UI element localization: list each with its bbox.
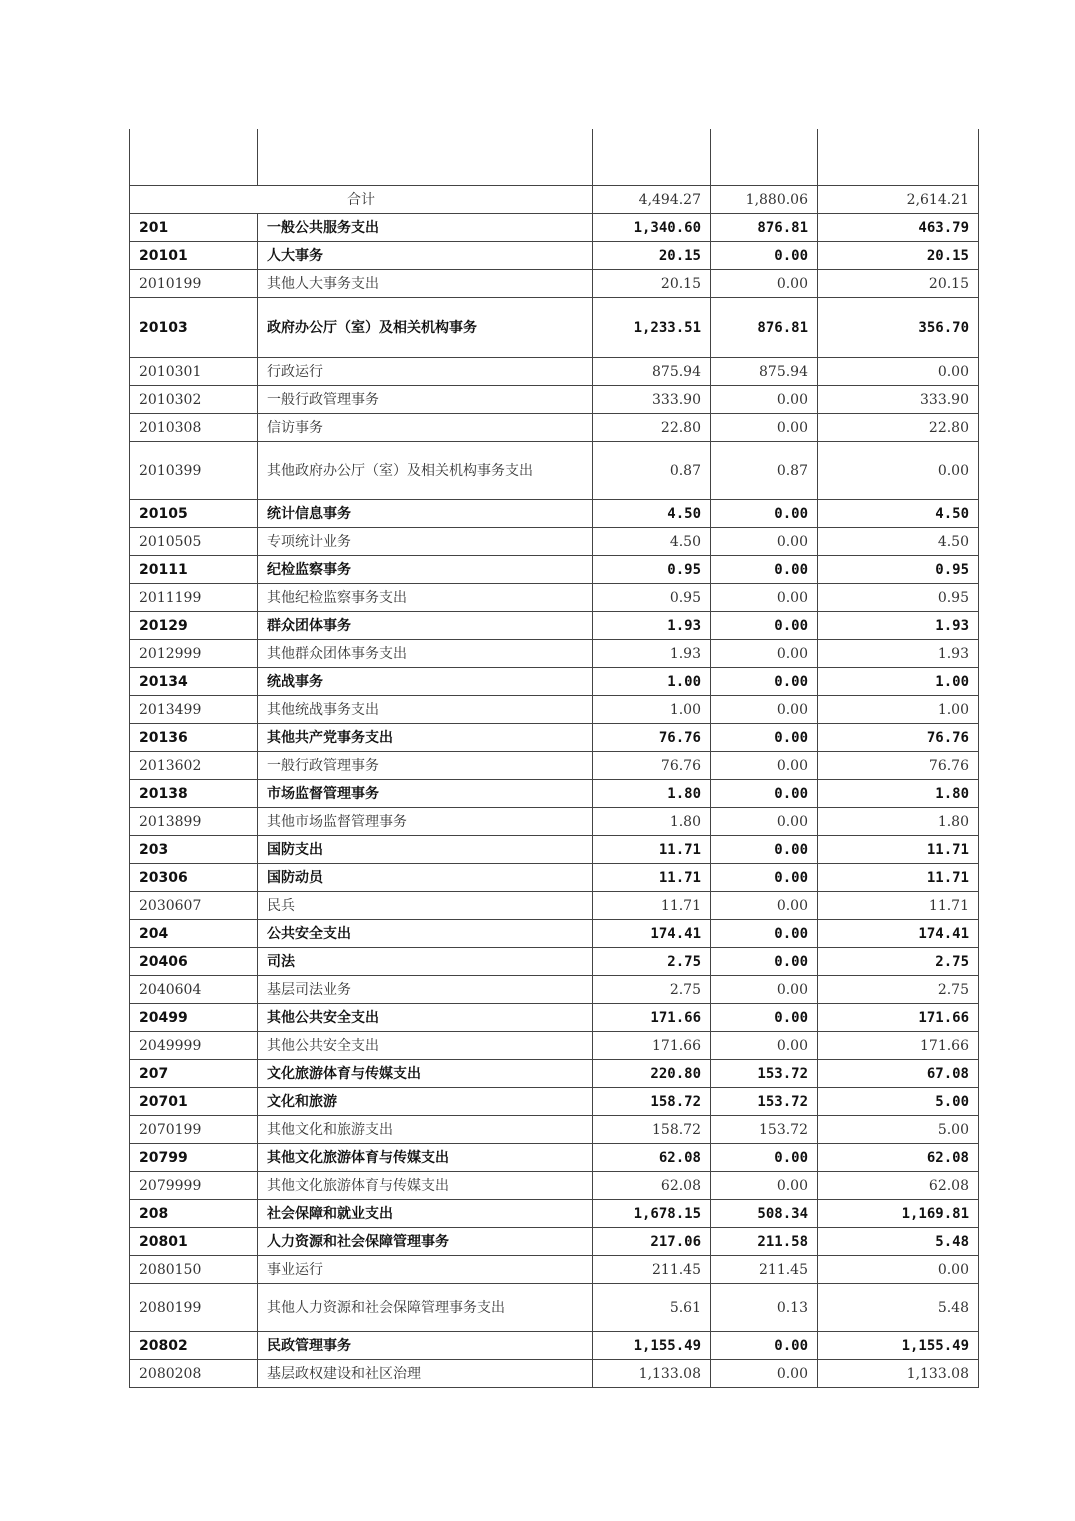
amount-total-cell: 875.94 xyxy=(593,358,711,386)
amount-project-cell: 5.00 xyxy=(818,1088,979,1116)
table-body xyxy=(130,129,979,1388)
amount-project-cell: 1.93 xyxy=(818,612,979,640)
amount-total-cell: 1.93 xyxy=(593,640,711,668)
amount-total-cell: 11.71 xyxy=(593,836,711,864)
table-row xyxy=(130,270,979,298)
table-row xyxy=(130,584,979,612)
code-cell: 20801 xyxy=(130,1228,258,1256)
amount-project-cell: 4.50 xyxy=(818,528,979,556)
table-row xyxy=(130,1172,979,1200)
amount-project-cell: 0.95 xyxy=(818,556,979,584)
amount-basic-cell: 0.00 xyxy=(711,640,818,668)
amount-total-cell: 1.80 xyxy=(593,780,711,808)
header-blank-row xyxy=(130,129,979,186)
amount-project-cell: 20.15 xyxy=(818,242,979,270)
table-row xyxy=(130,976,979,1004)
name-cell: 社会保障和就业支出 xyxy=(258,1200,593,1228)
code-cell: 208 xyxy=(130,1200,258,1228)
name-cell: 其他文化旅游体育与传媒支出 xyxy=(258,1172,593,1200)
amount-basic-cell: 153.72 xyxy=(711,1088,818,1116)
amount-total-cell: 5.61 xyxy=(593,1284,711,1332)
amount-basic-cell: 876.81 xyxy=(711,298,818,358)
code-cell: 20406 xyxy=(130,948,258,976)
name-cell: 文化旅游体育与传媒支出 xyxy=(258,1060,593,1088)
table-row xyxy=(130,500,979,528)
amount-project-cell: 4.50 xyxy=(818,500,979,528)
table-row xyxy=(130,1228,979,1256)
amount-total-cell: 174.41 xyxy=(593,920,711,948)
amount-basic-cell: 0.00 xyxy=(711,864,818,892)
table-row xyxy=(130,298,979,358)
name-cell: 其他市场监督管理事务 xyxy=(258,808,593,836)
table-row xyxy=(130,1004,979,1032)
amount-total-cell: 333.90 xyxy=(593,386,711,414)
name-cell: 其他政府办公厅（室）及相关机构事务支出 xyxy=(258,442,593,500)
amount-basic-cell: 153.72 xyxy=(711,1060,818,1088)
table-row xyxy=(130,1060,979,1088)
table-row xyxy=(130,442,979,500)
code-cell: 2070199 xyxy=(130,1116,258,1144)
name-cell: 其他人力资源和社会保障管理事务支出 xyxy=(258,1284,593,1332)
amount-basic-cell: 0.00 xyxy=(711,242,818,270)
amount-basic-cell: 211.45 xyxy=(711,1256,818,1284)
amount-basic-cell: 0.00 xyxy=(711,612,818,640)
code-cell: 2011199 xyxy=(130,584,258,612)
name-cell: 纪检监察事务 xyxy=(258,556,593,584)
code-cell: 2010301 xyxy=(130,358,258,386)
code-cell: 207 xyxy=(130,1060,258,1088)
amount-project-cell: 0.00 xyxy=(818,442,979,500)
amount-total-cell: 22.80 xyxy=(593,414,711,442)
amount-project-cell: 463.79 xyxy=(818,214,979,242)
code-cell: 2013899 xyxy=(130,808,258,836)
name-cell: 基层司法业务 xyxy=(258,976,593,1004)
amount-total-cell: 1.80 xyxy=(593,808,711,836)
code-cell: 20799 xyxy=(130,1144,258,1172)
amount-basic-cell: 0.00 xyxy=(711,976,818,1004)
total-label: 合计 xyxy=(130,186,593,214)
code-cell: 20499 xyxy=(130,1004,258,1032)
amount-total-cell: 1,155.49 xyxy=(593,1332,711,1360)
header-cell xyxy=(818,129,979,186)
amount-basic-cell: 0.00 xyxy=(711,1004,818,1032)
amount-project-cell: 171.66 xyxy=(818,1004,979,1032)
amount-total-cell: 158.72 xyxy=(593,1116,711,1144)
amount-project-cell: 2.75 xyxy=(818,948,979,976)
code-cell: 20129 xyxy=(130,612,258,640)
amount-total-cell: 20.15 xyxy=(593,270,711,298)
amount-basic-cell: 0.00 xyxy=(711,528,818,556)
amount-basic-cell: 0.00 xyxy=(711,808,818,836)
table-row xyxy=(130,948,979,976)
code-cell: 2080199 xyxy=(130,1284,258,1332)
amount-basic-cell: 0.00 xyxy=(711,1172,818,1200)
code-cell: 2012999 xyxy=(130,640,258,668)
code-cell: 20101 xyxy=(130,242,258,270)
amount-project-cell: 356.70 xyxy=(818,298,979,358)
amount-basic-cell: 0.00 xyxy=(711,1032,818,1060)
name-cell: 基层政权建设和社区治理 xyxy=(258,1360,593,1388)
amount-project-cell: 171.66 xyxy=(818,1032,979,1060)
amount-basic-cell: 0.00 xyxy=(711,386,818,414)
name-cell: 统计信息事务 xyxy=(258,500,593,528)
amount-project-cell: 0.95 xyxy=(818,584,979,612)
amount-basic-cell: 0.00 xyxy=(711,724,818,752)
amount-project-cell: 76.76 xyxy=(818,752,979,780)
name-cell: 其他群众团体事务支出 xyxy=(258,640,593,668)
table-row xyxy=(130,242,979,270)
table-row xyxy=(130,836,979,864)
amount-total-cell: 1,133.08 xyxy=(593,1360,711,1388)
amount-basic-cell: 876.81 xyxy=(711,214,818,242)
amount-basic-cell: 153.72 xyxy=(711,1116,818,1144)
amount-project-cell: 1,169.81 xyxy=(818,1200,979,1228)
code-cell: 20138 xyxy=(130,780,258,808)
amount-project-cell: 22.80 xyxy=(818,414,979,442)
amount-basic-cell: 0.00 xyxy=(711,780,818,808)
amount-total-cell: 217.06 xyxy=(593,1228,711,1256)
amount-project-cell: 1,155.49 xyxy=(818,1332,979,1360)
table-row xyxy=(130,724,979,752)
code-cell: 2049999 xyxy=(130,1032,258,1060)
table-row xyxy=(130,668,979,696)
amount-project-cell: 11.71 xyxy=(818,836,979,864)
table-row xyxy=(130,1256,979,1284)
header-cell xyxy=(711,129,818,186)
table-row xyxy=(130,752,979,780)
amount-project-cell: 0.00 xyxy=(818,358,979,386)
name-cell: 一般行政管理事务 xyxy=(258,752,593,780)
header-cell xyxy=(130,129,258,186)
code-cell: 2010302 xyxy=(130,386,258,414)
table-row xyxy=(130,696,979,724)
code-cell: 20802 xyxy=(130,1332,258,1360)
table-row xyxy=(130,808,979,836)
name-cell: 一般公共服务支出 xyxy=(258,214,593,242)
name-cell: 人力资源和社会保障管理事务 xyxy=(258,1228,593,1256)
amount-project-cell: 1.00 xyxy=(818,696,979,724)
table-row xyxy=(130,1332,979,1360)
name-cell: 市场监督管理事务 xyxy=(258,780,593,808)
table-row xyxy=(130,1116,979,1144)
amount-total-cell: 76.76 xyxy=(593,724,711,752)
code-cell: 20105 xyxy=(130,500,258,528)
name-cell: 其他公共安全支出 xyxy=(258,1004,593,1032)
amount-basic-cell: 0.00 xyxy=(711,584,818,612)
name-cell: 其他统战事务支出 xyxy=(258,696,593,724)
code-cell: 2013499 xyxy=(130,696,258,724)
table-row xyxy=(130,1360,979,1388)
code-cell: 2010505 xyxy=(130,528,258,556)
name-cell: 其他文化和旅游支出 xyxy=(258,1116,593,1144)
amount-total-cell: 62.08 xyxy=(593,1172,711,1200)
name-cell: 行政运行 xyxy=(258,358,593,386)
code-cell: 20701 xyxy=(130,1088,258,1116)
name-cell: 人大事务 xyxy=(258,242,593,270)
amount-total-cell: 20.15 xyxy=(593,242,711,270)
amount-total-cell: 1,233.51 xyxy=(593,298,711,358)
code-cell: 2079999 xyxy=(130,1172,258,1200)
amount-total-cell: 1,678.15 xyxy=(593,1200,711,1228)
code-cell: 2010308 xyxy=(130,414,258,442)
amount-project-cell: 62.08 xyxy=(818,1144,979,1172)
amount-total-cell: 2.75 xyxy=(593,976,711,1004)
table-row xyxy=(130,528,979,556)
header-cell xyxy=(258,129,593,186)
amount-project-cell: 62.08 xyxy=(818,1172,979,1200)
amount-basic-cell: 0.13 xyxy=(711,1284,818,1332)
total-value: 4,494.27 xyxy=(593,186,711,214)
name-cell: 事业运行 xyxy=(258,1256,593,1284)
total-value: 1,880.06 xyxy=(711,186,818,214)
amount-project-cell: 5.48 xyxy=(818,1228,979,1256)
code-cell: 20111 xyxy=(130,556,258,584)
amount-basic-cell: 0.00 xyxy=(711,892,818,920)
amount-basic-cell: 0.00 xyxy=(711,556,818,584)
name-cell: 其他共产党事务支出 xyxy=(258,724,593,752)
name-cell: 专项统计业务 xyxy=(258,528,593,556)
amount-total-cell: 171.66 xyxy=(593,1004,711,1032)
code-cell: 2030607 xyxy=(130,892,258,920)
name-cell: 信访事务 xyxy=(258,414,593,442)
code-cell: 2040604 xyxy=(130,976,258,1004)
code-cell: 2013602 xyxy=(130,752,258,780)
amount-project-cell: 5.48 xyxy=(818,1284,979,1332)
table-row xyxy=(130,1200,979,1228)
amount-total-cell: 1,340.60 xyxy=(593,214,711,242)
name-cell: 其他纪检监察事务支出 xyxy=(258,584,593,612)
amount-project-cell: 1,133.08 xyxy=(818,1360,979,1388)
code-cell: 20306 xyxy=(130,864,258,892)
amount-total-cell: 0.95 xyxy=(593,584,711,612)
amount-project-cell: 1.80 xyxy=(818,780,979,808)
amount-project-cell: 2.75 xyxy=(818,976,979,1004)
amount-project-cell: 5.00 xyxy=(818,1116,979,1144)
amount-basic-cell: 875.94 xyxy=(711,358,818,386)
amount-basic-cell: 0.00 xyxy=(711,1360,818,1388)
amount-total-cell: 11.71 xyxy=(593,892,711,920)
code-cell: 20136 xyxy=(130,724,258,752)
amount-basic-cell: 0.00 xyxy=(711,948,818,976)
amount-project-cell: 76.76 xyxy=(818,724,979,752)
table-row xyxy=(130,1284,979,1332)
amount-project-cell: 174.41 xyxy=(818,920,979,948)
name-cell: 民政管理事务 xyxy=(258,1332,593,1360)
table-row xyxy=(130,612,979,640)
code-cell: 2080150 xyxy=(130,1256,258,1284)
table-row xyxy=(130,892,979,920)
amount-project-cell: 1.00 xyxy=(818,668,979,696)
total-value: 2,614.21 xyxy=(818,186,979,214)
amount-total-cell: 62.08 xyxy=(593,1144,711,1172)
name-cell: 文化和旅游 xyxy=(258,1088,593,1116)
code-cell: 2010399 xyxy=(130,442,258,500)
name-cell: 统战事务 xyxy=(258,668,593,696)
table-row xyxy=(130,556,979,584)
amount-basic-cell: 0.00 xyxy=(711,1144,818,1172)
amount-basic-cell: 211.58 xyxy=(711,1228,818,1256)
table-row xyxy=(130,780,979,808)
amount-basic-cell: 0.00 xyxy=(711,414,818,442)
amount-basic-cell: 0.00 xyxy=(711,500,818,528)
name-cell: 其他人大事务支出 xyxy=(258,270,593,298)
table-row xyxy=(130,640,979,668)
amount-basic-cell: 0.00 xyxy=(711,836,818,864)
total-row xyxy=(130,186,979,214)
name-cell: 公共安全支出 xyxy=(258,920,593,948)
name-cell: 其他公共安全支出 xyxy=(258,1032,593,1060)
table-row xyxy=(130,358,979,386)
code-cell: 201 xyxy=(130,214,258,242)
amount-basic-cell: 0.00 xyxy=(711,270,818,298)
table-row xyxy=(130,1144,979,1172)
amount-total-cell: 0.87 xyxy=(593,442,711,500)
amount-basic-cell: 0.00 xyxy=(711,1332,818,1360)
code-cell: 2080208 xyxy=(130,1360,258,1388)
amount-total-cell: 4.50 xyxy=(593,528,711,556)
table-row xyxy=(130,414,979,442)
budget-table xyxy=(129,129,979,1388)
amount-project-cell: 11.71 xyxy=(818,864,979,892)
amount-total-cell: 0.95 xyxy=(593,556,711,584)
amount-total-cell: 211.45 xyxy=(593,1256,711,1284)
amount-project-cell: 333.90 xyxy=(818,386,979,414)
amount-project-cell: 20.15 xyxy=(818,270,979,298)
amount-total-cell: 171.66 xyxy=(593,1032,711,1060)
amount-basic-cell: 508.34 xyxy=(711,1200,818,1228)
table-row xyxy=(130,214,979,242)
amount-total-cell: 1.00 xyxy=(593,668,711,696)
name-cell: 国防支出 xyxy=(258,836,593,864)
amount-total-cell: 220.80 xyxy=(593,1060,711,1088)
code-cell: 204 xyxy=(130,920,258,948)
table-row xyxy=(130,864,979,892)
amount-basic-cell: 0.00 xyxy=(711,752,818,780)
amount-total-cell: 1.93 xyxy=(593,612,711,640)
amount-total-cell: 76.76 xyxy=(593,752,711,780)
code-cell: 2010199 xyxy=(130,270,258,298)
table-row xyxy=(130,386,979,414)
amount-total-cell: 11.71 xyxy=(593,864,711,892)
table-row xyxy=(130,1088,979,1116)
name-cell: 其他文化旅游体育与传媒支出 xyxy=(258,1144,593,1172)
name-cell: 司法 xyxy=(258,948,593,976)
amount-total-cell: 4.50 xyxy=(593,500,711,528)
name-cell: 民兵 xyxy=(258,892,593,920)
amount-project-cell: 1.93 xyxy=(818,640,979,668)
code-cell: 20134 xyxy=(130,668,258,696)
name-cell: 一般行政管理事务 xyxy=(258,386,593,414)
amount-project-cell: 1.80 xyxy=(818,808,979,836)
amount-basic-cell: 0.00 xyxy=(711,668,818,696)
name-cell: 政府办公厅（室）及相关机构事务 xyxy=(258,298,593,358)
table-row xyxy=(130,1032,979,1060)
amount-basic-cell: 0.00 xyxy=(711,920,818,948)
code-cell: 20103 xyxy=(130,298,258,358)
amount-total-cell: 1.00 xyxy=(593,696,711,724)
amount-total-cell: 158.72 xyxy=(593,1088,711,1116)
name-cell: 国防动员 xyxy=(258,864,593,892)
code-cell: 203 xyxy=(130,836,258,864)
amount-basic-cell: 0.87 xyxy=(711,442,818,500)
header-cell xyxy=(593,129,711,186)
amount-total-cell: 2.75 xyxy=(593,948,711,976)
amount-basic-cell: 0.00 xyxy=(711,696,818,724)
name-cell: 群众团体事务 xyxy=(258,612,593,640)
table-row xyxy=(130,920,979,948)
amount-project-cell: 0.00 xyxy=(818,1256,979,1284)
amount-project-cell: 67.08 xyxy=(818,1060,979,1088)
amount-project-cell: 11.71 xyxy=(818,892,979,920)
